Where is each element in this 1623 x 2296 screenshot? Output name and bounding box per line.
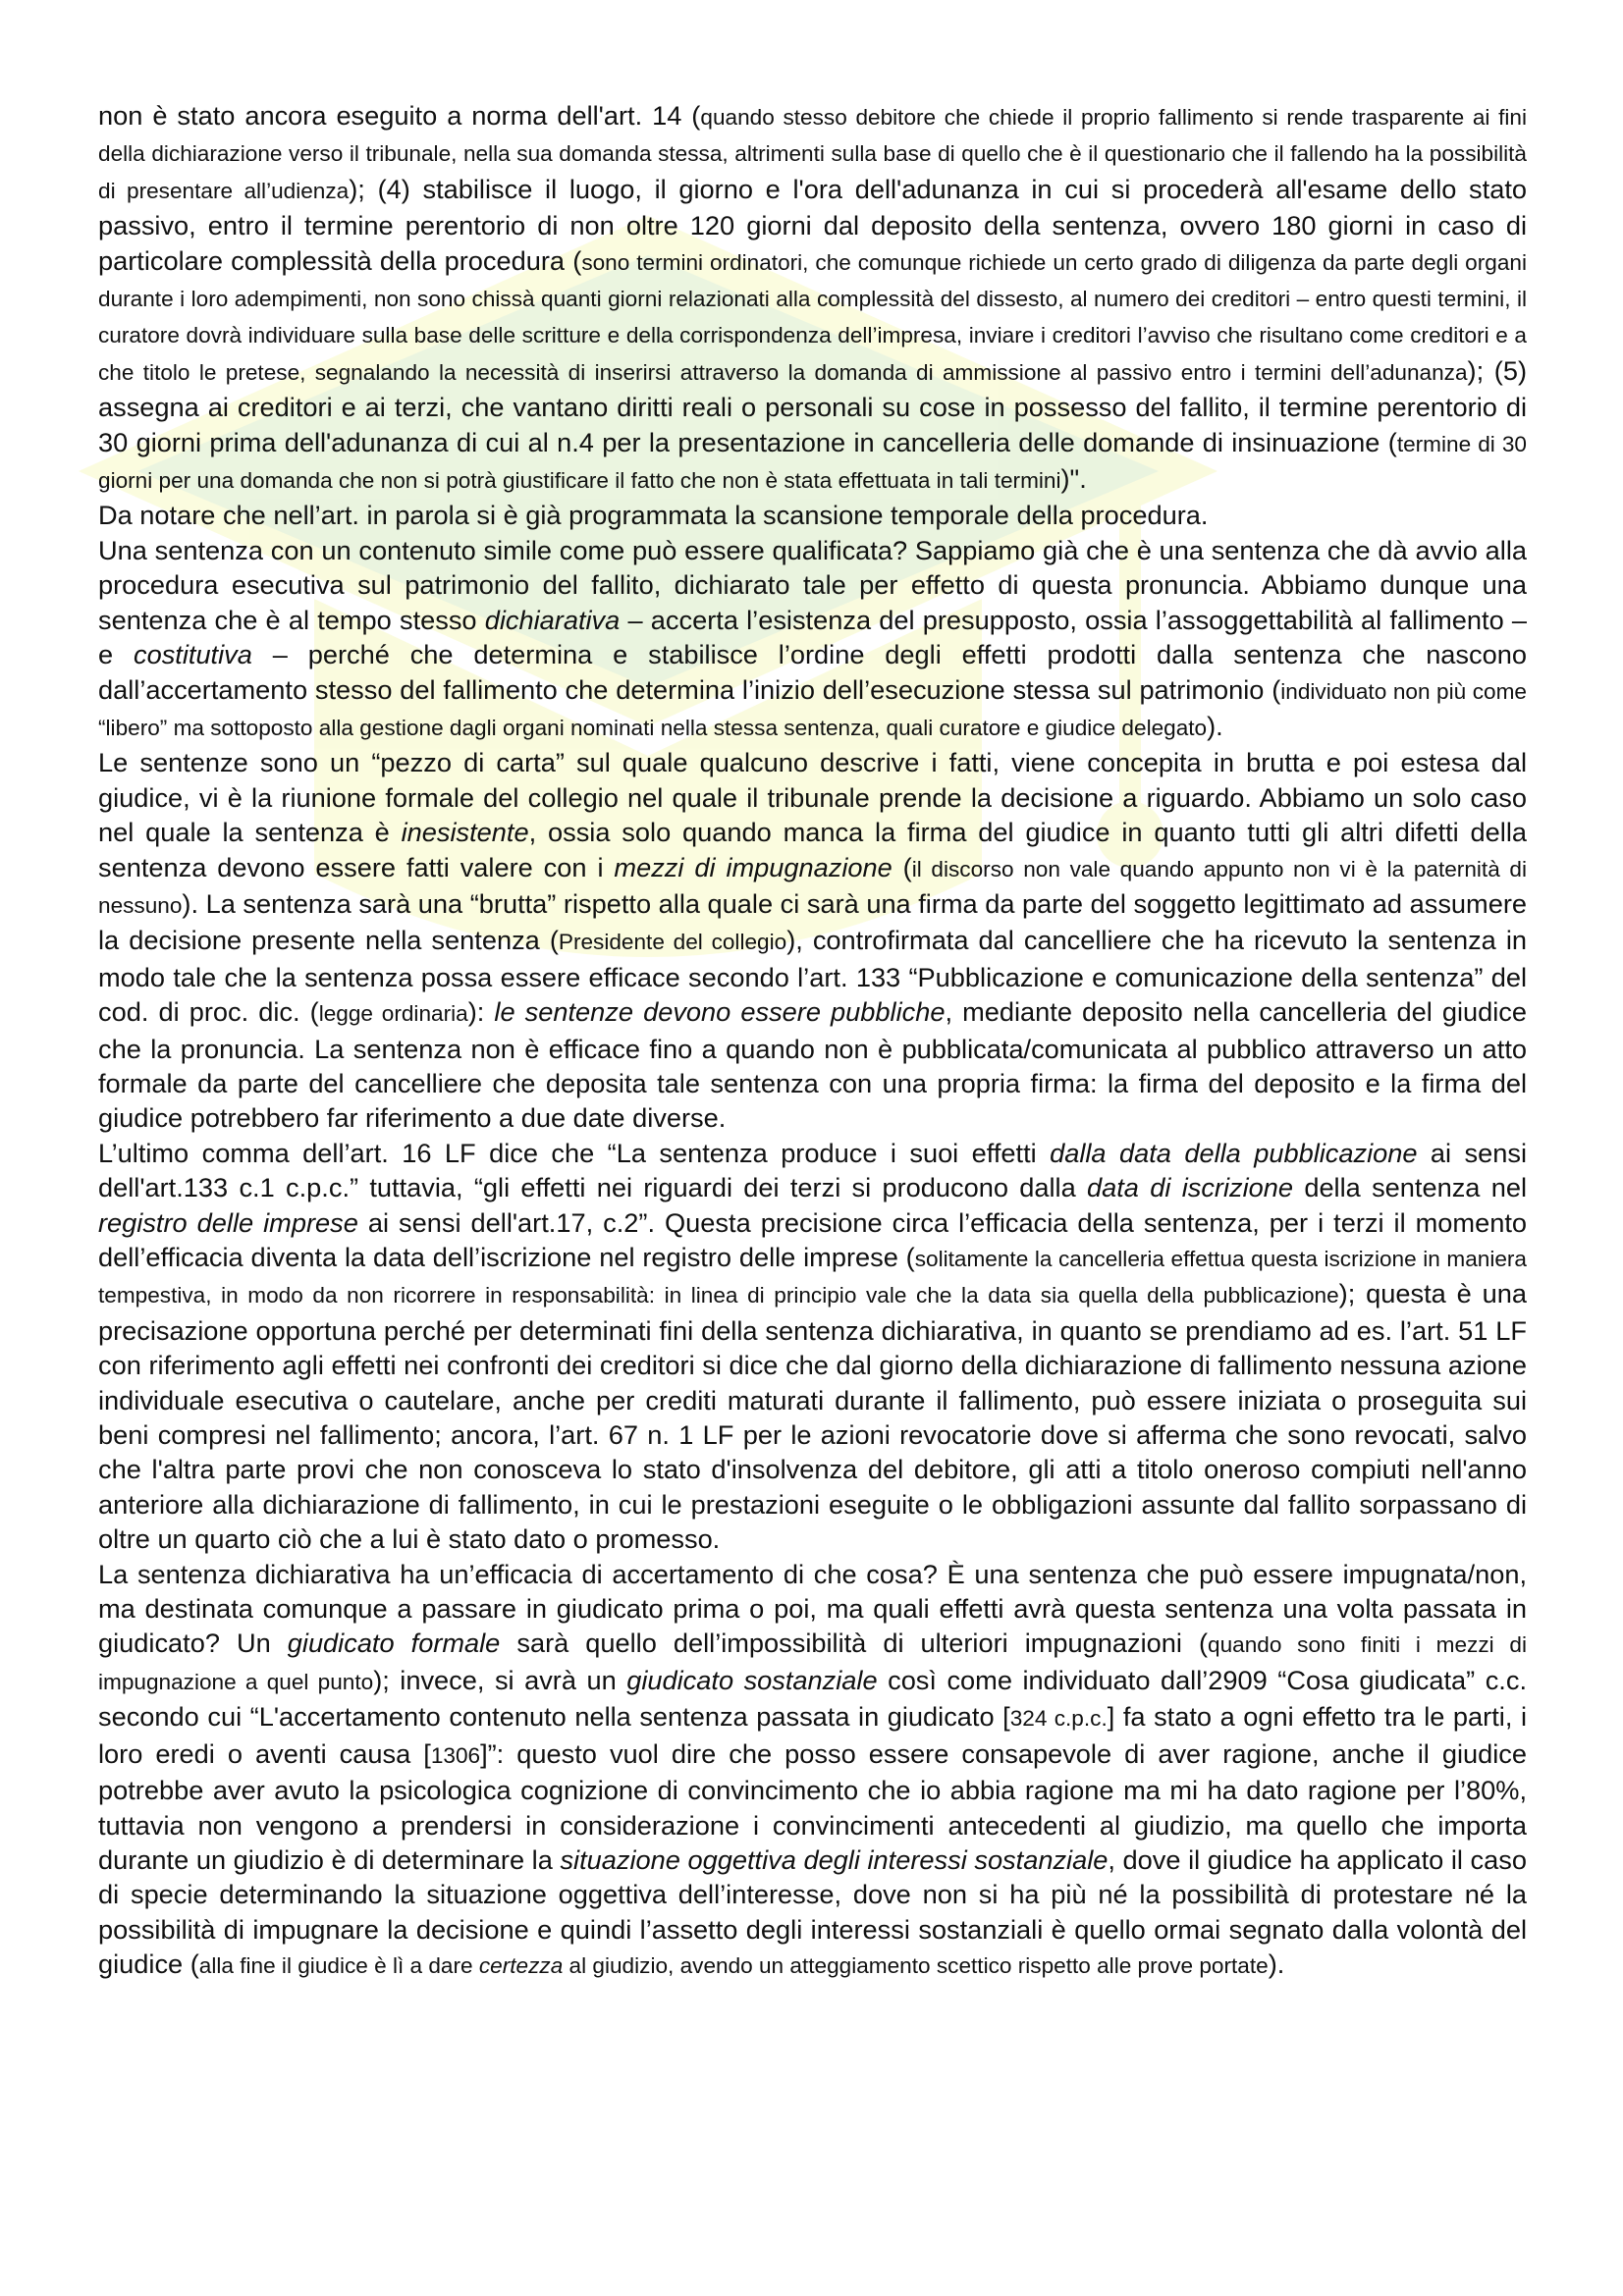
- note-text: 324 c.p.c.: [1009, 1706, 1108, 1732]
- note-text: Presidente del collegio: [558, 930, 787, 955]
- paragraph: [98, 533, 1527, 745]
- paragraph-text: , ossia solo quando manca la firma del giudice in quanto tutti gli altri difetti della sentenza devono essere fatti valere con i: [98, 817, 1527, 882]
- paragraph-text: (: [892, 851, 912, 882]
- note-text: solitamente la cancelleria effettua questa iscrizione in maniera tempestiva, in modo da non ricorrere in responsabilità: in linea di principio vale che la data sia quella della pubblicazione: [98, 1247, 1527, 1308]
- paragraph-text: data di iscrizione: [1087, 1172, 1294, 1203]
- paragraph-text: ai sensi dell'art.133 c.1 c.p.c.” tuttavia, “gli effetti nei riguardi dei terzi si producono dalla: [98, 1137, 1528, 1203]
- paragraph-text: dalla data della pubblicazione: [1050, 1137, 1418, 1168]
- paragraph-text: – perché che determina e stabilisce l’ordine degli effetti prodotti dalla sentenza che nascono dall’accertamento stesso del fallimento che determina l’inizio dell’esecuzione stessa sul patrimonio (: [98, 639, 1527, 705]
- paragraph-text: ai sensi dell'art.17, c.2”. Questa precisione circa l’efficacia della sentenza, per i terzi il momento dell’efficacia diventa la data dell’iscrizione nel registro delle imprese (: [98, 1206, 1527, 1272]
- paragraph-text: ] fa stato a ogni effetto tra le parti, i loro eredi o aventi causa [: [98, 1701, 1527, 1769]
- paragraph-text: così come individuato dall’2909 “Cosa giudicata” c.c. secondo cui “L'accertamento contenuto nella sentenza passata in giudicato [: [98, 1664, 1527, 1733]
- note-text: certezza: [478, 1953, 564, 1979]
- paragraph-text: situazione oggettiva degli interessi sostanziale: [560, 1843, 1109, 1875]
- paragraph-text: non è stato ancora eseguito a norma dell'art. 14 (: [98, 100, 701, 131]
- paragraph-text: L’ultimo comma dell’art. 16 LF dice che “La sentenza produce i suoi effetti: [98, 1137, 1051, 1168]
- note-text: 1306: [430, 1742, 481, 1768]
- note-text: legge ordinaria: [318, 1001, 468, 1027]
- paragraph-text: ). La sentenza sarà una “brutta” rispetto alla quale ci sarà una firma da parte del soggetto legittimato ad assumere la decisione presente nella sentenza (: [98, 887, 1527, 956]
- paragraph: [98, 498, 1527, 532]
- paragraph-text: ); questa è una precisazione opportuna perché per determinati fini della sentenza dichiarativa, in quanto se prendiamo ad es. l’art. 51 LF con riferimento agli effetti nei confronti dei creditori si dice che dal giorno della dichiarazione di fallimento nessuna azione individuale esecutiva o cautelare, anche per crediti maturati durante il fallimento, può essere iniziata o proseguita sui beni compresi nel fallimento; ancora, l’art. 67 n. 1 LF per le azioni revocatorie dove si afferma che sono revocati, salvo che l'altra parte provi che non conosceva lo stato d'insolvenza del debitore, gli atti a titolo oneroso compiuti nell'anno anteriore alla dichiarazione di fallimento, in cui le prestazioni eseguite o le obbligazioni assunte dal fallito sorpassano di oltre un quarto ciò che a lui è stato dato o promesso.: [98, 1278, 1527, 1555]
- paragraph: [98, 1136, 1527, 1557]
- note-text: sono termini ordinatori, che comunque richiede un certo grado di diligenza da parte degli organi durante i loro adempimenti, non sono chissà quanti giorni relazionati alla complessità del dissesto, al numero dei creditori – entro questi termini, il curatore dovrà individuare sulla base delle scritture e della corrispondenza dell’impresa, inviare i creditori l’avviso che risultano come creditori e a che titolo le pretese, segnalando la necessità di inserirsi attraverso la domanda di ammissione al passivo entro i termini dell’adunanza: [98, 249, 1527, 385]
- paragraph-text: giudicato sostanziale: [626, 1664, 878, 1695]
- paragraph-text: ).: [1268, 1949, 1285, 1980]
- paragraph-text: La sentenza dichiarativa ha un’efficacia di accertamento di che cosa? È una sentenza che può essere impugnata/non, ma destinata comunque a passare in giudicato prima o poi, ma quali effetti avrà questa sentenza una volta passata in giudicato? Un: [98, 1558, 1527, 1659]
- paragraph-text: sarà quello dell’impossibilità di ulteriori impugnazioni (: [500, 1628, 1209, 1659]
- paragraph-text: della sentenza nel: [1293, 1172, 1527, 1203]
- paragraph-text: ); (4) stabilisce il luogo, il giorno e l'ora dell'adunanza in cui si procederà all'esame dello stato passivo, entro il termine perentorio di non oltre 120 giorni dal deposito della sentenza, ovvero 180 giorni in caso di particolare complessità della procedura (: [98, 173, 1527, 276]
- note-text: quando sono finiti i mezzi di impugnazione a quel punto: [98, 1632, 1527, 1694]
- paragraph-text: ), controfirmata dal cancelliere che ha ricevuto la sentenza in modo tale che la sentenza possa essere efficace secondo l’art. 133 “Pubblicazione e comunicazione della sentenza” del cod. di proc. dic. (: [98, 925, 1527, 1028]
- paragraph-text: Le sentenze sono un “pezzo di carta” sul quale qualcuno descrive i fatti, viene concepita in brutta e poi estesa dal giudice, vi è la riunione formale del collegio nel quale il tribunale prende la decisione a riguardo. Abbiamo un solo caso nel quale la sentenza è: [98, 747, 1527, 848]
- paragraph-text: ).: [1207, 710, 1223, 741]
- note-text: individuato non più come “libero” ma sottoposto alla gestione dagli organi nominati nella stessa sentenza, quali curatore e giudice delegato: [98, 678, 1527, 740]
- paragraph-text: giudicato formale: [287, 1628, 501, 1659]
- paragraph-text: ]”: questo vuol dire che posso essere consapevole di aver ragione, anche il giudice potrebbe aver avuto la psicologica cognizione di convincimento che io abbia ragione ma mi ha dato ragione per l’80%, tuttavia non vengono a prendersi in considerazione i convincimenti antecedenti al giudizio, ma quello che importa durante un giudizio è di determinare la: [98, 1737, 1527, 1875]
- document-body: [98, 98, 1527, 1984]
- paragraph-text: ):: [467, 996, 495, 1028]
- paragraph-text: costitutiva: [133, 639, 252, 670]
- paragraph-text: )".: [1060, 463, 1087, 495]
- paragraph: [98, 1557, 1527, 1984]
- paragraph-text: , dove il giudice ha applicato il caso di specie determinando la situazione oggettiva dell’interesse, dove non si ha più né la possibilità di protestare né la possibilità di impugnare la decisione e quindi l’assetto degli interessi sostanziali è quello ormai segnato dalla volontà del giudice (: [98, 1843, 1527, 1980]
- paragraph-text: inesistente: [401, 817, 529, 848]
- note-text: alla fine il giudice è lì a dare: [198, 1953, 479, 1979]
- paragraph-text: – accerta l’esistenza del presupposto, ossia l’assoggettabilità al fallimento – e: [98, 604, 1527, 670]
- note-text: termine di 30 giorni per una domanda che non si potrà giustificare il fatto che non è stata effettuata in tali termini: [98, 431, 1527, 494]
- paragraph-text: le sentenze devono essere pubbliche: [494, 996, 946, 1028]
- paragraph-text: dichiarativa: [484, 604, 621, 635]
- paragraph-text: , mediante deposito nella cancelleria del giudice che la pronuncia. La sentenza non è efficace fino a quando non è pubblicata/comunicata al pubblico attraverso un atto formale da parte del cancelliere che deposita tale sentenza con una propria firma: la firma del deposito e la firma del giudice potrebbero far riferimento a due date diverse.: [98, 996, 1527, 1134]
- paragraph-text: Da notare che nell’art. in parola si è già programmata la scansione temporale della procedura.: [98, 500, 1209, 531]
- note-text: il discorso non vale quando appunto non vi è la paternità di nessuno: [98, 856, 1528, 918]
- paragraph-text: Una sentenza con un contenuto simile come può essere qualificata? Sappiamo già che è una sentenza che dà avvio alla procedura esecutiva sul patrimonio del fallito, dichiarato tale per effetto di questa pronuncia. Abbiamo dunque una sentenza che è al tempo stesso: [98, 534, 1527, 635]
- paragraph: [98, 745, 1527, 1135]
- note-text: quando stesso debitore che chiede il proprio fallimento si rende trasparente ai fini della dichiarazione verso il tribunale, nella sua domanda stessa, altrimenti sulla base di quello che è il questionario che il fallendo ha la possibilità di presentare all’udienza: [98, 105, 1528, 203]
- paragraph-text: ); invece, si avrà un: [373, 1664, 627, 1695]
- paragraph-text: mezzi di impugnazione: [614, 851, 893, 882]
- paragraph-text: ); (5) assegna ai creditori e ai terzi, che vantano diritti reali o personali su cose in possesso del fallito, il termine perentorio di 30 giorni prima dell'adunanza di cui al n.4 per la presentazione in cancelleria delle domande di insinuazione (: [98, 354, 1528, 457]
- paragraph-text: registro delle imprese: [98, 1206, 358, 1238]
- note-text: al giudizio, avendo un atteggiamento scettico rispetto alle prove portate: [563, 1953, 1269, 1979]
- paragraph: [98, 98, 1527, 498]
